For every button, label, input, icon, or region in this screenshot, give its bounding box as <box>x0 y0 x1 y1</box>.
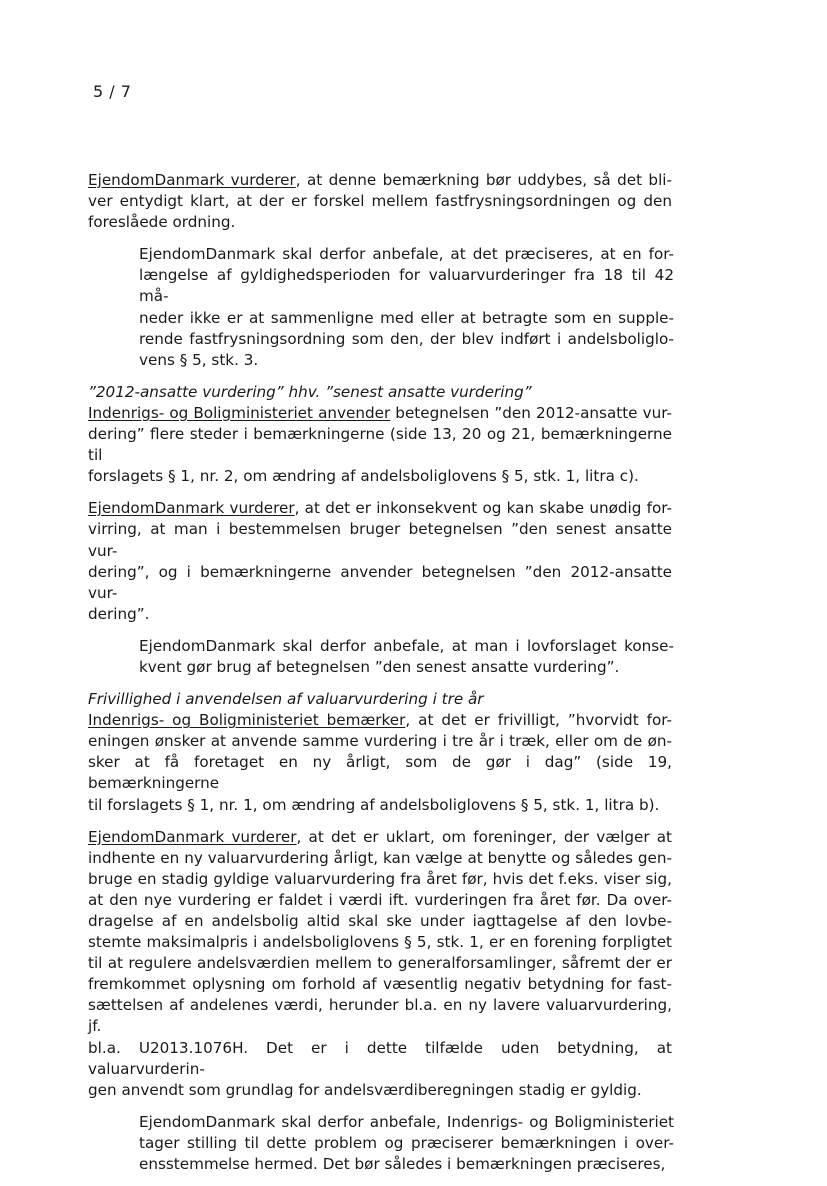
text-line <box>88 827 672 848</box>
paragraph <box>88 498 672 625</box>
text-line <box>88 519 672 561</box>
line-text: dering” flere steder i bemærkningerne (side 13, 20 og 21, bemærkningerne til <box>88 425 672 465</box>
line-text: vens § 5, stk. 3. <box>139 350 259 369</box>
recommendation-paragraph <box>88 244 674 371</box>
line-text: ensstemmelse hermed. Det bør således i bemærkningen præciseres, <box>139 1155 666 1174</box>
line-text: EjendomDanmark skal derfor anbefale, at det præciseres, at en for- <box>139 245 674 264</box>
line-text: kvent gør brug af betegnelsen ”den senest ansatte vurdering”. <box>139 657 620 676</box>
line-text: gen anvendt som grundlag for andelsværdiberegningen stadig er gyldig. <box>88 1080 642 1099</box>
underlined-lead: EjendomDanmark vurderer <box>88 827 297 846</box>
text-line <box>88 403 672 424</box>
text-line <box>88 191 672 212</box>
line-text: stemte maksimalpris i andelsboliglovens § 5, stk. 1, er en forening forpligtet <box>88 933 672 952</box>
line-text: forslagets § 1, nr. 2, om ændring af andelsboliglovens § 5, stk. 1, litra c). <box>88 467 639 486</box>
text-line <box>88 1038 672 1080</box>
paragraph <box>88 170 672 233</box>
line-text: til forslagets § 1, nr. 1, om ændring af andelsboliglovens § 5, stk. 1, litra b). <box>88 795 660 814</box>
text-line <box>88 932 672 953</box>
text-line <box>88 562 672 604</box>
line-text: bl.a. U2013.1076H. Det er i dette tilfælde uden betydning, at valuarvurderin- <box>88 1038 672 1078</box>
line-text: bruge en stadig gyldige valuarvurdering fra året før, hvis det f.eks. viser sig, <box>88 869 672 888</box>
text-line <box>88 1080 672 1101</box>
text-line <box>139 244 674 265</box>
text-line <box>139 657 674 678</box>
document-body <box>88 170 672 1186</box>
paragraph <box>88 827 672 1101</box>
text-line <box>88 848 672 869</box>
text-line <box>139 350 674 371</box>
text-line <box>88 604 672 625</box>
text-line <box>139 265 674 307</box>
line-text: EjendomDanmark skal derfor anbefale, at man i lovforslaget konse- <box>139 636 674 655</box>
text-line <box>88 170 672 191</box>
section-heading: ”2012-ansatte vurdering” hhv. ”senest ansatte vurdering” <box>88 382 532 401</box>
text-line <box>88 752 672 794</box>
text-line <box>88 869 672 890</box>
line-text: tager stilling til dette problem og præciserer bemærkningen i over- <box>139 1133 674 1152</box>
line-text: neder ikke er at sammenligne med eller at betragte som en supple- <box>139 308 674 327</box>
text-line <box>88 731 672 752</box>
line-text: til at regulere andelsværdien mellem to generalforsamlinger, såfremt der er <box>88 954 672 973</box>
text-line <box>88 974 672 995</box>
line-text: foreslåede ordning. <box>88 213 236 232</box>
text-line <box>88 890 672 911</box>
recommendation-paragraph <box>88 1112 674 1175</box>
line-text: , at denne bemærkning bør uddybes, så det bli- <box>295 171 672 189</box>
line-text: sker at få foretaget en ny årligt, som de gør i dag” (side 19, bemærkningerne <box>88 753 672 793</box>
underlined-lead: Indenrigs- og Boligministeriet bemærker <box>88 711 406 730</box>
line-text: dragelse af en andelsbolig altid skal ske under iagttagelse af den lovbe- <box>88 912 672 930</box>
line-text: længelse af gyldighedsperioden for valuarvurderinger fra 18 til 42 må- <box>139 266 674 306</box>
text-line <box>88 911 672 932</box>
text-line <box>88 466 672 487</box>
text-line <box>88 953 672 974</box>
text-line <box>88 424 672 466</box>
section <box>88 689 672 816</box>
page-number: 5 / 7 <box>93 82 132 101</box>
text-line <box>139 1112 674 1133</box>
line-text: EjendomDanmark skal derfor anbefale, Indenrigs- og Boligministeriet <box>139 1112 674 1131</box>
text-line <box>139 1133 674 1154</box>
line-text: , at det er inkonsekvent og kan skabe unødig for- <box>294 499 672 518</box>
text-line <box>88 498 672 519</box>
line-text: sættelsen af andelenes værdi, herunder bl.a. en ny lavere valuarvurdering, jf. <box>88 996 672 1036</box>
line-text: , at det er uklart, om foreninger, der vælger at <box>296 827 672 846</box>
text-line <box>88 795 672 816</box>
line-text: , at det er frivilligt, ”hvorvidt for- <box>405 711 672 730</box>
line-text: ver entydigt klart, at der er forskel mellem fastfrysningsordningen og den <box>88 192 672 211</box>
underlined-lead: EjendomDanmark vurderer <box>88 499 295 518</box>
line-text: virring, at man i bestemmelsen bruger betegnelsen ”den senest ansatte vur- <box>88 520 672 560</box>
text-line <box>139 329 674 350</box>
text-line <box>88 710 672 731</box>
line-text: betegnelsen ”den 2012-ansatte vur- <box>390 403 672 422</box>
line-text: rende fastfrysningsordning som den, der blev indført i andelsboliglo- <box>139 329 674 348</box>
line-text: eningen ønsker at anvende samme vurdering i tre år i træk, eller om de øn- <box>88 732 672 751</box>
underlined-lead: EjendomDanmark vurderer <box>88 171 296 189</box>
line-text: fremkommet oplysning om forhold af væsentlig negativ betydning for fast- <box>88 975 672 994</box>
text-line <box>88 995 672 1037</box>
line-text: indhente en ny valuarvurdering årligt, kan vælge at benytte og således gen- <box>88 848 672 867</box>
section <box>88 382 672 487</box>
text-line <box>139 1154 674 1175</box>
line-text: dering”, og i bemærkningerne anvender betegnelsen ”den 2012-ansatte vur- <box>88 562 672 602</box>
recommendation-paragraph <box>88 636 674 678</box>
text-line <box>139 308 674 329</box>
line-text: dering”. <box>88 604 150 623</box>
line-text: at den nye vurdering er faldet i værdi ift. vurderingen fra året før. Da over- <box>88 890 672 909</box>
text-line <box>139 636 674 657</box>
section-heading: Frivillighed i anvendelsen af valuarvurdering i tre år <box>88 690 484 709</box>
underlined-lead: Indenrigs- og Boligministeriet anvender <box>88 403 391 422</box>
text-line <box>88 212 672 233</box>
